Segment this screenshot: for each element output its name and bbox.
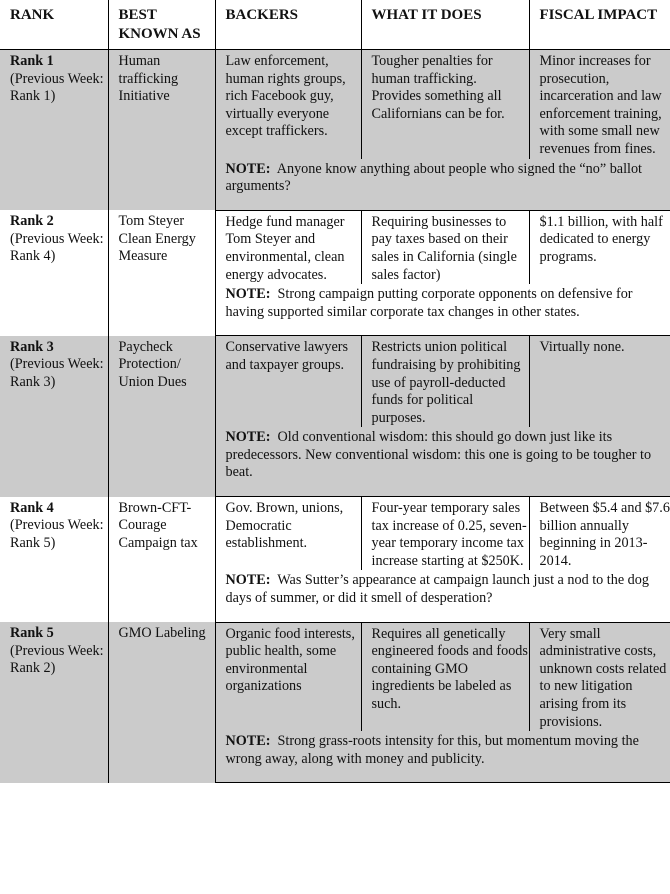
rank-cell <box>0 622 108 783</box>
fiscal-impact-cell: Virtually none. <box>529 336 670 427</box>
rank-label: Rank 4 <box>10 499 54 516</box>
note-text: Strong grass-roots intensity for this, but momentum moving the wrong away, along with money and publicity. <box>225 733 639 767</box>
header-fiscal-impact: FISCAL IMPACT <box>539 7 658 23</box>
note-text: Was Sutter’s appearance at campaign launch just a nod to the dog days of summer, or did it smell of desperation? <box>225 572 649 607</box>
backers-cell: Conservative lawyers and taxpayer groups. <box>215 336 361 427</box>
note-cell <box>215 284 670 336</box>
best-known-as-cell: Human trafficking Initiative <box>108 50 215 211</box>
backers-cell: Organic food interests, public health, some environmental organizations <box>215 622 361 731</box>
table-row <box>0 497 670 571</box>
table-row <box>0 622 670 731</box>
best-known-as-cell: Paycheck Protection/ Union Dues <box>108 336 215 497</box>
what-it-does-cell: Tougher penalties for human trafficking. Provides something all Californians can be for. <box>361 50 529 159</box>
header-row <box>0 0 670 50</box>
backers-cell: Gov. Brown, unions, Democratic establishment. <box>215 497 361 571</box>
note-label: NOTE: <box>225 733 271 750</box>
fiscal-impact-cell: $1.1 billion, with half dedicated to energy programs. <box>539 213 663 265</box>
what-it-does-cell: Requires all genetically engineered foods and foods containing GMO ingredients be labeled as such. <box>361 622 529 731</box>
best-known-as-cell: GMO Labeling <box>108 622 215 783</box>
note-cell <box>215 159 670 211</box>
previous-rank: (Previous Week: Rank 5) <box>10 517 104 551</box>
table-row <box>0 336 670 427</box>
note-cell <box>215 731 670 783</box>
note-cell <box>215 570 670 622</box>
table-row <box>0 210 670 284</box>
note-cell <box>215 427 670 496</box>
rank-label: Rank 1 <box>10 53 54 69</box>
fiscal-impact-cell: Very small administrative costs, unknown costs related to new litigation arising from its provisions. <box>529 622 670 731</box>
note-label: NOTE: <box>225 286 271 303</box>
best-known-as-cell: Tom Steyer Clean Energy Measure <box>108 210 215 336</box>
rank-cell <box>0 336 108 497</box>
rank-cell <box>0 50 108 211</box>
rank-cell <box>0 210 108 336</box>
rank-label: Rank 5 <box>10 625 54 642</box>
note-label: NOTE: <box>225 160 271 177</box>
fiscal-impact-cell: Minor increases for prosecution, incarceration and law enforcement training, with some small new revenues from fines. <box>529 50 670 159</box>
note-text: Old conventional wisdom: this should go down just like its predecessors. New conventional wisdom: this one is going to be tougher to beat. <box>225 429 652 481</box>
what-it-does-cell: Restricts union political fundraising by prohibiting use of payroll-deducted funds for political purposes. <box>361 336 529 427</box>
note-label: NOTE: <box>225 429 271 446</box>
previous-rank: (Previous Week: Rank 4) <box>10 230 104 265</box>
rank-cell <box>0 497 108 623</box>
table-row <box>0 50 670 159</box>
header-backers: BACKERS <box>215 0 361 50</box>
previous-rank: (Previous Week: Rank 1) <box>10 70 104 105</box>
what-it-does-cell: Four-year temporary sales tax increase of 0.25, seven-year temporary income tax increase starting at $250K. <box>361 497 529 571</box>
header-rank: RANK <box>0 0 108 50</box>
rank-label: Rank 3 <box>10 338 54 355</box>
what-it-does-cell: Requiring businesses to pay taxes based on their sales in California (single sales factor) <box>361 210 529 284</box>
note-label: NOTE: <box>225 572 271 589</box>
backers-cell: Law enforcement, human rights groups, rich Facebook guy, virtually everyone except traffickers. <box>215 50 361 159</box>
header-what-it-does: WHAT IT DOES <box>361 0 529 50</box>
header-best-known-as: BEST KNOWN AS <box>108 0 215 50</box>
previous-rank: (Previous Week: Rank 2) <box>10 642 104 677</box>
note-text: Strong campaign putting corporate opponents on defensive for having supported similar corporate tax changes in other states. <box>225 286 633 320</box>
backers-cell: Hedge fund manager Tom Steyer and environmental, clean energy advocates. <box>215 210 361 284</box>
best-known-as-cell: Brown-CFT-Courage Campaign tax <box>108 497 215 623</box>
previous-rank: (Previous Week: Rank 3) <box>10 356 104 390</box>
note-text: Anyone know anything about people who signed the “no” ballot arguments? <box>225 160 643 195</box>
rank-label: Rank 2 <box>10 213 54 230</box>
fiscal-impact-cell: Between $5.4 and $7.6 billion annually beginning in 2013-2014. <box>539 500 670 569</box>
